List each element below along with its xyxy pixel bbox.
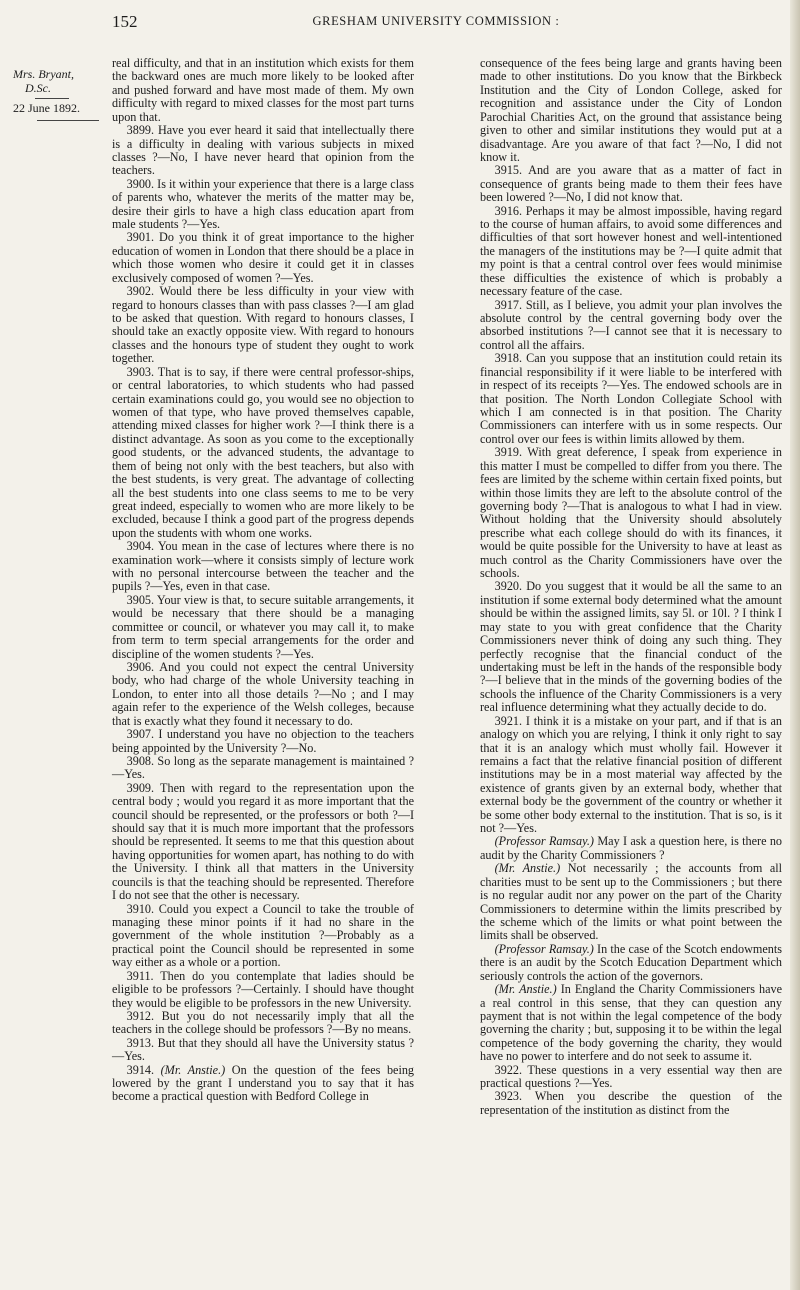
testimony-paragraph	[480, 580, 782, 714]
paragraph-text: 3917. Still, as I believe, you admit your plan involves the absolute control by the central governing body over the absorbed institutions ?—I cannot see that it is necessary to control all the affairs.	[480, 297, 782, 352]
paragraph-text: 3908. So long as the separate management is maintained ?—Yes.	[112, 753, 414, 782]
testimony-paragraph	[480, 1064, 782, 1091]
paragraph-text: Not necessarily ; the accounts from all charities must to be sent up to the Commissioners ; but there is no regular audit nor any power on the part of the Charity Commissioners to determine within the limits prescribed by the scheme which of the limits or what point between the limits shall be observed.	[480, 861, 783, 943]
testimony-paragraph	[480, 299, 782, 353]
paragraph-text: consequence of the fees being large and grants having been made to other institutions. Do you know that the Birkbeck Institution and the City of London College, asked for recognition and assistance under the City of London Parochial Charities Act, on the ground that assistance being given to other and similar institutions they would put at a disadvantage. Are you aware of that fact ?—No, I did not know it.	[480, 56, 782, 164]
testimony-paragraph	[112, 124, 414, 178]
witness-margin-note	[13, 68, 91, 121]
testimony-paragraph	[112, 755, 414, 782]
paragraph-text: 3901. Do you think it of great importance to the higher education of women in London that there should be a place in which those women who desire it could get it in classes exclusively composed of women ?—Yes.	[112, 230, 414, 285]
speaker-label: (Professor Ramsay.)	[494, 834, 594, 849]
testimony-paragraph	[480, 715, 782, 836]
paragraph-text: 3920. Do you suggest that it would be all the same to an institution if some external body determined what the amount should be within the assigned limits, say 5l. or 10l. ? I think I may state to you with great confidence that the Charity Commissioners never think of doing any such thing. They perfectly recognise that the financial conduct of the undertaking must be left in the hands of the responsible body ?—I believe that in the minds of the governing bodies of the schools the influence of the Charity Commissioners is a very real influence determining what they actually decide to do.	[480, 579, 782, 715]
witness-degree: D.Sc.	[25, 80, 51, 95]
testimony-paragraph	[480, 1090, 782, 1117]
paragraph-text: 3923. When you describe the question of the representation of the institution as distinct from the	[480, 1089, 782, 1117]
page-edge	[790, 0, 800, 1290]
testimony-paragraph	[112, 57, 414, 124]
testimony-paragraph	[480, 446, 782, 580]
paragraph-text: 3902. Would there be less difficulty in your view with regard to honours classes than with pass classes ?—I am glad to be asked that question. With regard to honours classes, I should take an exactly opposite view. With regard to honours classes and the honours type of student they ought to work together.	[112, 284, 414, 366]
paragraph-text: 3906. And you could not expect the central University body, who had charge of the whole University teaching in London, to enter into all those details ?—No ; and I may again refer to the experience of the Welsh colleges, because that is exactly what they found it necessary to do.	[112, 659, 414, 728]
running-title: GRESHAM UNIVERSITY COMMISSION :	[312, 14, 560, 28]
witness-name: Mrs. Bryant,	[13, 67, 74, 81]
testimony-paragraph	[112, 1064, 414, 1104]
paragraph-text: 3909. Then with regard to the representation upon the central body ; would you regard it as more important that the council should be represented, or the professors or both ?—I should say that it is much more important that the professors should be represented. It seems to me that this question about having opportunities for women apart, has nothing to do with the University. I think all that matters in the University councils is that the teaching should be represented. Therefore I do not see that the other is necessary.	[112, 780, 414, 903]
paragraph-text: 3912. But you do not necessarily imply that all the teachers in the college should be professors ?—By no means.	[112, 1008, 414, 1037]
testimony-paragraph	[112, 178, 414, 232]
testimony-paragraph	[112, 970, 414, 1010]
testimony-paragraph	[112, 782, 414, 903]
testimony-paragraph	[480, 943, 782, 983]
paragraph-text: 3907. I understand you have no objection to the teachers being appointed by the University ?—No.	[112, 727, 414, 755]
testimony-paragraph	[112, 594, 414, 661]
testimony-paragraph	[480, 352, 782, 446]
testimony-paragraph	[480, 862, 782, 943]
testimony-paragraph	[480, 835, 782, 862]
testimony-paragraph	[112, 366, 414, 540]
testimony-paragraph	[480, 164, 782, 204]
paragraph-text: 3905. Your view is that, to secure suitable arrangements, it would be necessary that there should be a managing committee or council, or whatever you may call it, to make from term to term special arrangements for the order and discipline of the women students ?—Yes.	[112, 592, 414, 661]
testimony-paragraph	[112, 1037, 414, 1064]
paragraph-text: 3915. And are you aware that as a matter of fact in consequence of grants being made to them their fees have been lowered ?—No, I did not know that.	[480, 163, 782, 205]
testimony-paragraph	[480, 57, 782, 164]
page-header	[112, 8, 760, 34]
testimony-paragraph	[112, 285, 414, 366]
margin-rule	[37, 120, 99, 121]
testimony-paragraph	[480, 205, 782, 299]
paragraph-text: 3911. Then do you contemplate that ladies should be eligible to be professors ?—Certainly. I should have thought they would be eligible to be professors in the new University.	[112, 968, 414, 1010]
testimony-paragraph	[112, 661, 414, 728]
paragraph-text: May I ask a question here, is there no audit by the Charity Commissioners ?	[480, 834, 783, 862]
paragraph-text: In the case of the Scotch endowments there is an audit by the Scotch Education Department which seriously controls the action of the governors.	[480, 941, 782, 983]
speaker-label: (Mr. Anstie.)	[160, 1062, 226, 1077]
testimony-paragraph	[112, 903, 414, 970]
page-number: 152	[112, 12, 138, 31]
paragraph-text: 3914.	[126, 1062, 155, 1077]
right-text-column	[480, 57, 782, 1117]
paragraph-text: In England the Charity Commissioners have a real control in this sense, that they can question any payment that is not within the legal competence of the body governing the charity ; but, supposing it to be within the legal competence of the body governing the charity, they would have no power to interfere and do not seek to assume it.	[480, 982, 783, 1064]
paragraph-text: 3913. But that they should all have the University status ?—Yes.	[112, 1035, 414, 1064]
paragraph-text: 3904. You mean in the case of lectures where there is no examination work—where it consists simply of lecture work with no personal intercourse between the teacher and the pupils ?—Yes, even in that case.	[112, 539, 414, 594]
paragraph-text: real difficulty, and that in an institution which exists for them the backward ones are much more likely to be looked after and pushed forward and have most made of them. My own difficulty with regard to mixed classes for the most part turns upon that.	[112, 56, 414, 124]
paragraph-text: 3922. These questions in a very essential way then are practical questions ?—Yes.	[480, 1062, 782, 1091]
testimony-paragraph	[112, 1010, 414, 1037]
paragraph-text: 3900. Is it within your experience that there is a large class of parents who, whatever the merits of the matter may be, desire their girls to have a high class education apart from male students ?—Yes.	[112, 176, 414, 232]
testimony-paragraph	[480, 983, 782, 1064]
testimony-paragraph	[112, 231, 414, 285]
paragraph-text: 3918. Can you suppose that an institution could retain its financial responsibility if it were liable to be interfered with in respect of its receipts ?—Yes. The endowed schools are in that position. The North London Collegiate School with which I am connected is in that position. The Charity Commissioners can interfere with us in some respects. Our control over our fees is within limits allowed by them.	[480, 351, 782, 446]
testimony-paragraph	[112, 728, 414, 755]
paragraph-text: 3919. With great deference, I speak from experience in this matter I must be compelled to differ from you there. The fees are limited by the scheme within certain fixed points, but within those limits they are left to the absolute control of the governing body ?—That is analogous to what I had in view. Without holding that the University should absolutely prescribe what each college should do with its finances, it would be quite possible for the University to have at least as much control as the Charity Commissioners have over the schools.	[480, 445, 782, 581]
margin-rule	[35, 98, 69, 99]
left-text-column	[112, 57, 414, 1104]
session-date: 22 June 1892.	[13, 101, 80, 116]
paragraph-text: 3916. Perhaps it may be almost impossible, having regard to the course of human affairs, to avoid some differences and difficulties of that sort however honest and well-intentioned the managers of the institutions may be ?—I quite admit that my point is that a central control over fees would minimise these difficulties the existence of which is probably a necessary feature of the case.	[480, 203, 782, 299]
speaker-label: (Mr. Anstie.)	[494, 982, 557, 997]
paragraph-text: 3921. I think it is a mistake on your part, and if that is an analogy on which you are relying, I think it only right to say that it is an analogy which must wholly fail. However it remains a fact that the relative financial position of different institutions may be in a most material way affected by the existence of grants given by an external body, whether that external body be the government of the country or whether it be some other body external to the institution. That is so, is it not ?—Yes.	[480, 713, 782, 836]
paragraph-text: 3899. Have you ever heard it said that intellectually there is a difficulty in dealing with various subjects in mixed classes ?—No, I have never heard that opinion from the teachers.	[112, 123, 414, 178]
speaker-label: (Mr. Anstie.)	[494, 861, 561, 876]
speaker-label: (Professor Ramsay.)	[494, 941, 594, 956]
testimony-paragraph	[112, 540, 414, 594]
paragraph-text: 3903. That is to say, if there were central professor-ships, or central laboratories, to which students who had passed certain examinations could go, you would see no objection to women of that type, who have proved themselves capable, attending mixed classes for higher work ?—I think there is a distinct advantage. As soon as you come to the exceptionally good students, or the advanced students, the advantage to them of being not only with the best teachers, but also with the best students, is very great. The advantage of collecting all the best students into one class seems to me to be very great indeed, especially to women who are more likely to be excluded, because I think a good part of the progress depends upon the students with whom one works.	[112, 364, 414, 540]
paragraph-text: 3910. Could you expect a Council to take the trouble of managing these minor points if it had no share in the government of the whole institution ?—Probably as a practical point the Council should be represented in some way either as a whole or a portion.	[112, 901, 414, 970]
paragraph-text: On the question of the fees being lowered by the grant I understand you to say that it has become a practical question with Bedford College in	[112, 1062, 415, 1104]
